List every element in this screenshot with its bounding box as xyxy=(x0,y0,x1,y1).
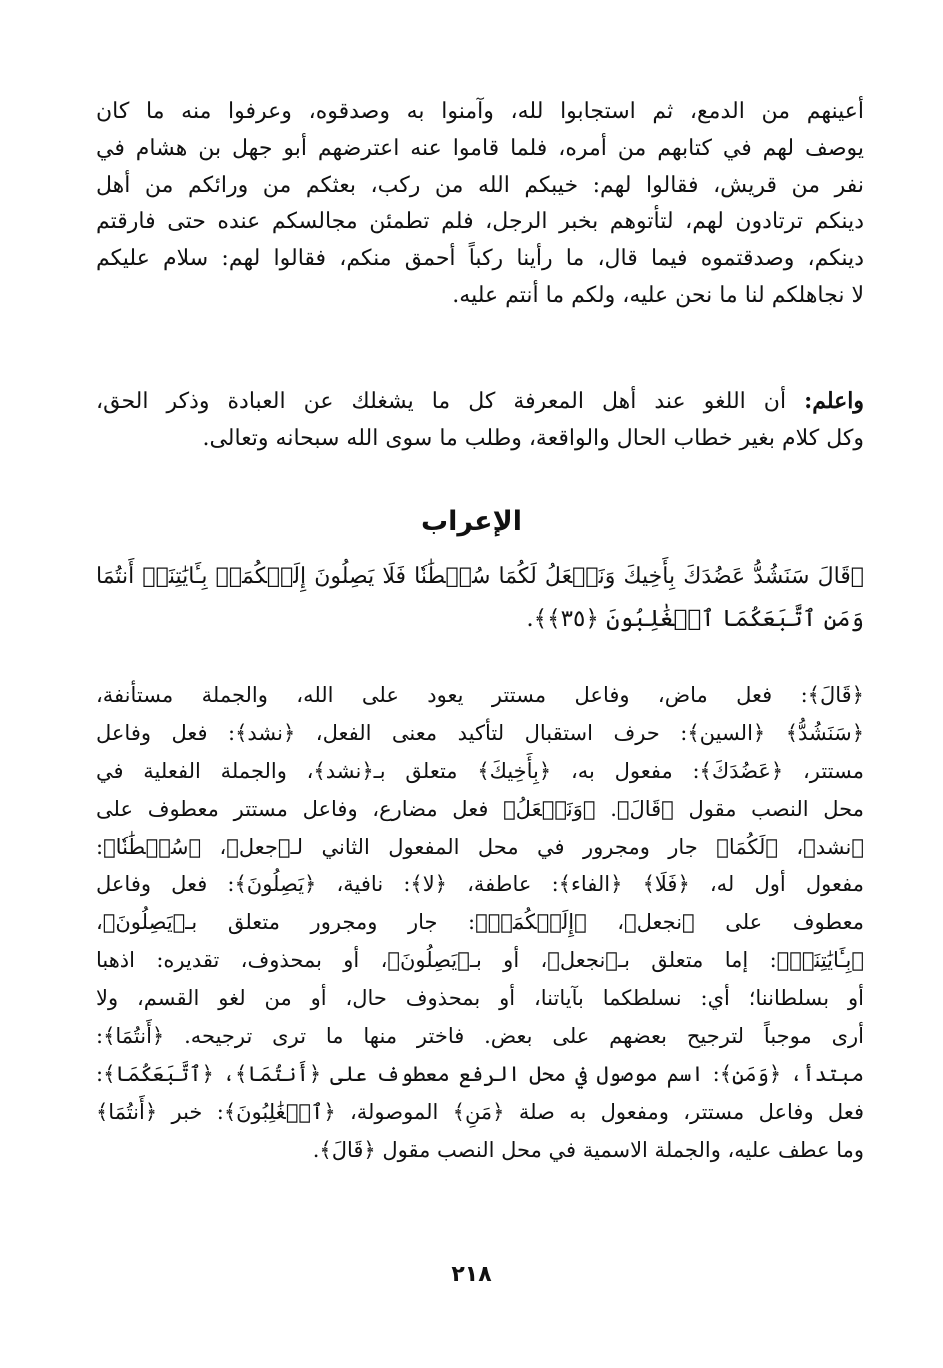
analysis-line: ﴿نشد﴾، ﴿لَكُمَا﴾ جار ومجرور في محل المفعول الثاني لـ﴿جعل﴾، ﴿سُلۡطَٰنٗا﴾: xyxy=(96,834,864,859)
text-line: دينكم ترتادون لهم، لتأتوهم بخبر الرجل، فلم تطمئن مجالسكم عنده حتى فارقتم xyxy=(96,209,864,235)
analysis-line: فعل وفاعل مستتر، ومفعول به صلة ﴿مَنِ﴾ الموصولة، ﴿ٱلۡغَٰلِبُونَ﴾: خبر ﴿أَنتُمَا﴾ xyxy=(96,1099,864,1124)
narrative-paragraph xyxy=(96,94,864,315)
verse-line: ﴿قَالَ سَنَشُدُّ عَضُدَكَ بِأَخِيكَ وَنَجۡعَلُ لَكُمَا سُلۡطَٰنٗا فَلَا يَصِلُونَ إِلَيۡكُمَاۚ بِـَٔايَٰتِنَآۚ أَنتُمَا xyxy=(96,564,864,589)
analysis-line: وما عطف عليه، والجملة الاسمية في محل النصب مقول ﴿قَالَ﴾. xyxy=(312,1137,864,1162)
analysis-line: ﴿قَالَ﴾: فعل ماض، وفاعل مستتر يعود على الله، والجملة مستأنفة، xyxy=(96,683,864,707)
text-line: لا نجاهلكم لنا ما نحن عليه، ولكم ما أنتم عليه. xyxy=(452,282,864,308)
note-line-text: أن اللغو عند أهل المعرفة كل ما يشغلك عن العبادة وذكر الحق، xyxy=(96,389,805,414)
analysis-line: محل النصب مقول ﴿قَالَ﴾. ﴿وَنَجۡعَلُ﴾ فعل مضارع، وفاعل مستتر معطوف على xyxy=(96,796,864,821)
grammar-analysis xyxy=(96,677,864,1170)
text-line: أعينهم من الدمع، ثم استجابوا لله، وآمنوا به وصدقوه، وعرفوا منه ما كان xyxy=(96,99,864,124)
text-line: دينكم، وصدقتموه فيما قال، ما رأينا ركباً أحمق منكم، فقالوا لهم: سلام عليكم xyxy=(96,246,864,272)
text-line: وكل كلام بغير خطاب الحال والواقعة، وطلب ما سوى الله سبحانه وتعالى. xyxy=(202,426,864,451)
section-heading: الإعراب xyxy=(421,506,522,537)
analysis-line: مفعول أول له، ﴿فَلَا﴾ ﴿الفاء﴾: عاطفة، ﴿لا﴾: نافية، ﴿يَصِلُونَ﴾: فعل وفاعل xyxy=(96,872,864,897)
analysis-line: ﴿سَنَشُدُّ﴾ ﴿السين﴾: حرف استقبال لتأكيد معنى الفعل، ﴿نشد﴾: فعل وفاعل xyxy=(96,720,864,745)
note-lead-word: واعلم: xyxy=(804,388,864,414)
analysis-line: معطوف على ﴿نجعل﴾، ﴿إِلَيۡكُمَاۚ﴾: جار ومجرور متعلق بـ﴿يَصِلُونَ﴾، xyxy=(96,910,864,935)
analysis-line: مبتدأ، ﴿وَمَنِ﴾: اسم موصول في محل الرفع معطوف على ﴿أَنتُمَا﴾، ﴿ٱتَّبَعَكُمَا﴾: xyxy=(96,1061,864,1086)
page-number: ٢١٨ xyxy=(451,1262,492,1287)
note-paragraph xyxy=(96,383,864,457)
analysis-line: أو بسلطاننا؛ أي: نسلطكما بآياتنا، أو بمحذوف حال، أو من لغو القسم، ولا xyxy=(96,986,864,1011)
text-line xyxy=(96,383,864,420)
analysis-line: ﴿بِـَٔايَٰتِنَآۚ﴾: إما متعلق بـ﴿نجعل﴾، أو بـ﴿يَصِلُونَ﴾، أو بمحذوف، تقديره: اذهبا xyxy=(96,948,864,973)
verse-line: وَمَنِ ٱتَّبَعَكُمَا ٱلۡغَٰلِبُونَ ﴿٣٥﴾﴾. xyxy=(526,606,864,632)
analysis-line: مستتر، ﴿عَضُدَكَ﴾: مفعول به، ﴿بِأَخِيكَ﴾ متعلق بـ﴿نشد﴾، والجملة الفعلية في xyxy=(96,758,864,783)
text-line: يوصف لهم في كتابهم من أمره، فلما قاموا عنه اعترضهم أبو جهل بن هشام في xyxy=(96,135,864,161)
analysis-line: أرى موجباً لترجيح بعضهم على بعض. فاختر منها ما ترى ترجيحه. ﴿أَنتُمَا﴾: xyxy=(96,1024,864,1049)
quran-verse xyxy=(96,555,864,641)
text-line: نفر من قريش، فقالوا لهم: خيبكم الله من ركب، بعثكم من ورائكم من أهل xyxy=(96,172,864,198)
